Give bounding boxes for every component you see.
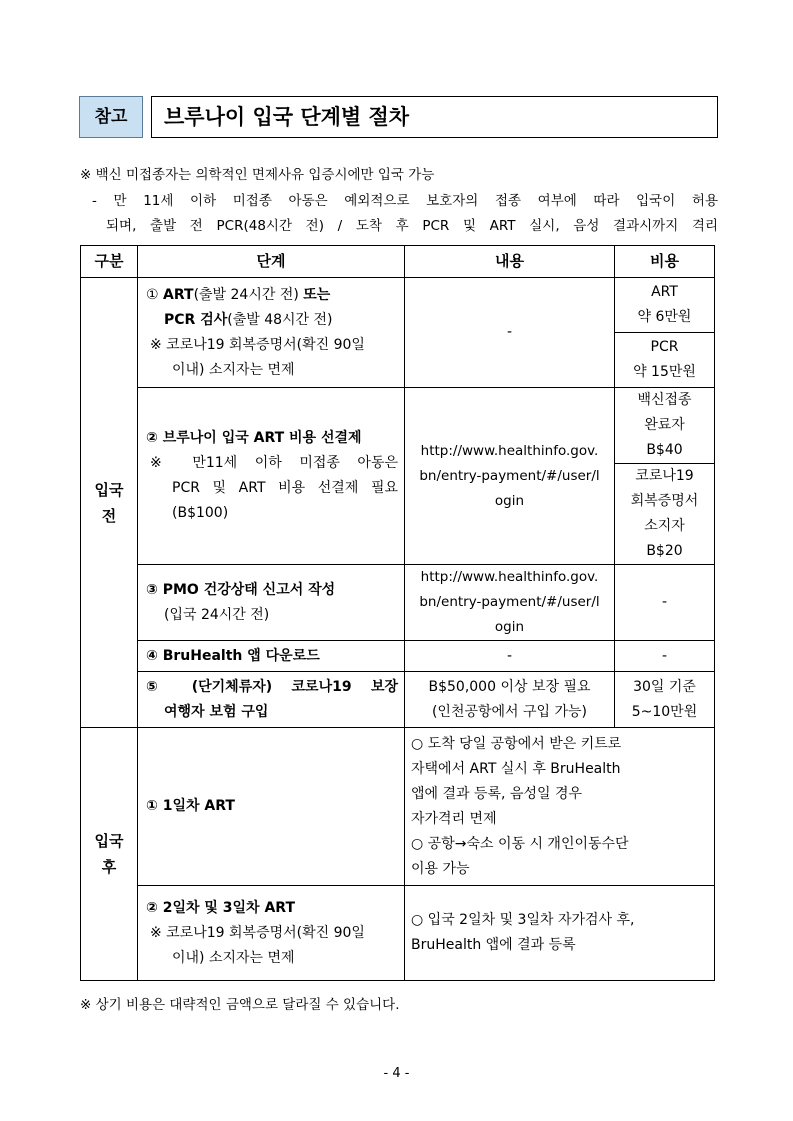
list-item: ○ 공항→숙소 이동 시 개인이동수단 이용 가능 <box>411 835 629 877</box>
insurance-content: B$50,000 이상 보장 필요 (인천공항에서 구입 가능) <box>405 672 615 728</box>
step1-content: - <box>405 278 615 388</box>
table-row <box>81 565 715 641</box>
bruhealth-cost: - <box>615 641 715 672</box>
pmo-form-url: http://www.healthinfo.gov. bn/entry-payment/#/user/l ogin <box>405 565 615 641</box>
category-before-entry: 입국 전 <box>81 278 138 728</box>
step-art-pcr: ① ART(출발 24시간 전) 또는 PCR 검사(출발 48시간 전) ※ 코로나19 회복증명서(확진 90일 이내) 소지자는 면제 <box>138 278 405 388</box>
footnote: ※ 상기 비용은 대략적인 금액으로 달라질 수 있습니다. <box>80 997 400 1013</box>
step-day2-3-art: ② 2일차 및 3일차 ART ※ 코로나19 회복증명서(확진 90일 이내) 소지자는 면제 <box>138 886 405 981</box>
note-vaccine: ※ 백신 미접종자는 의학적인 면제사유 입증시에만 입국 가능 <box>80 167 435 183</box>
step-day1-art: ① 1일차 ART <box>138 728 405 886</box>
table-row <box>81 728 715 886</box>
note-children: - 만 11세 이하 미접종 아동은 예외적으로 보호자의 접종 여부에 따라 입국이 허용 <box>92 193 718 209</box>
page-number: - 4 - <box>383 1066 410 1081</box>
title-row <box>79 96 719 138</box>
pmo-cost: - <box>615 565 715 641</box>
header-category: 구분 <box>81 246 138 278</box>
reference-tag: 참고 <box>79 96 143 138</box>
table-row <box>81 886 715 981</box>
table-row <box>81 641 715 672</box>
note-children-cont: 되며, 출발 전 PCR(48시간 전) / 도착 후 PCR 및 ART 실시, 음성 결과시까지 격리 <box>106 218 718 234</box>
day1-instructions <box>405 728 715 886</box>
insurance-cost: 30일 기준 5~10만원 <box>615 672 715 728</box>
header-content: 내용 <box>405 246 615 278</box>
procedure-table <box>80 245 715 981</box>
page-title: 브루나이 입국 단계별 절차 <box>151 96 718 138</box>
step-insurance: ⑤ (단기체류자) 코로나19 보장 여행자 보험 구입 <box>138 672 405 728</box>
list-item: ○ 입국 2일차 및 3일차 자가검사 후, BruHealth 앱에 결과 등록 <box>411 912 635 953</box>
prepayment-url: http://www.healthinfo.gov. bn/entry-payment/#/user/l ogin <box>405 388 615 565</box>
header-cost: 비용 <box>615 246 715 278</box>
table-row <box>81 278 715 333</box>
step-prepayment: ② 브루나이 입국 ART 비용 선결제 ※ 만11세 이하 미접종 아동은 PCR 및 ART 비용 선결제 필요 (B$100) <box>138 388 405 565</box>
bruhealth-content: - <box>405 641 615 672</box>
table-header-row <box>81 246 715 278</box>
header-step: 단계 <box>138 246 405 278</box>
list-item: ○ 도착 당일 공항에서 받은 키트로 자택에서 ART 실시 후 BruHealth 앱에 결과 등록, 음성일 경우 자가격리 면제 <box>411 735 622 827</box>
cost-art: ART 약 6만원 <box>615 278 715 333</box>
step-bruhealth-app: ④ BruHealth 앱 다운로드 <box>138 641 405 672</box>
cost-pcr: PCR 약 15만원 <box>615 333 715 388</box>
table-row <box>81 388 715 464</box>
cost-recovered: 코로나19 회복증명서 소지자 B$20 <box>615 464 715 565</box>
category-after-entry: 입국 후 <box>81 728 138 981</box>
table-row <box>81 672 715 728</box>
cost-vaccinated: 백신접종 완료자 B$40 <box>615 388 715 464</box>
day2-3-instructions <box>405 886 715 981</box>
step-pmo-form: ③ PMO 건강상태 신고서 작성 (입국 24시간 전) <box>138 565 405 641</box>
